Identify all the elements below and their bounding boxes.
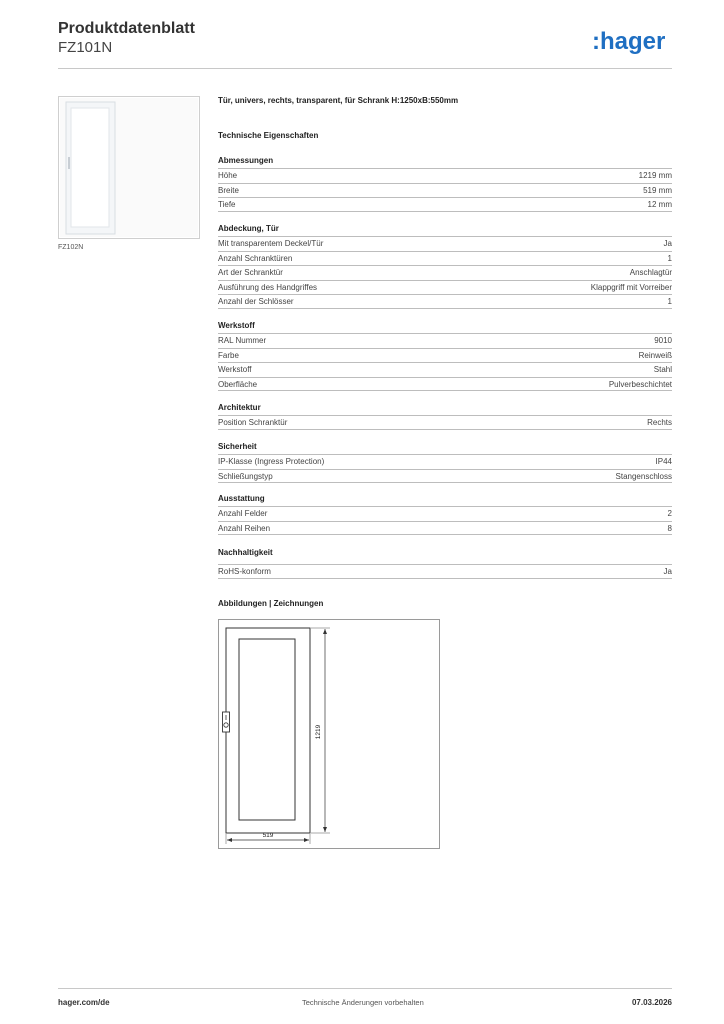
page-title: Produktdatenblatt xyxy=(58,20,195,37)
section-title-nachhaltigkeit: Nachhaltigkeit xyxy=(218,548,273,557)
section-title-abmessungen: Abmessungen xyxy=(218,156,274,165)
width-dimension xyxy=(226,832,310,844)
product-number: FZ101N xyxy=(58,39,113,56)
door-thumbnail xyxy=(59,97,199,238)
table-row: Anzahl Reihen 8 xyxy=(218,521,672,536)
table-row: Art der Schranktür Anschlagtür xyxy=(218,265,672,280)
table-row: Anzahl Felder 2 xyxy=(218,506,672,521)
height-dimension xyxy=(311,628,330,833)
table-row: Mit transparentem Deckel/Tür Ja xyxy=(218,236,672,251)
footer-website-link[interactable]: hager.com/de xyxy=(58,998,110,1007)
table-row: Anzahl der Schlösser 1 xyxy=(218,294,672,309)
table-row: Anzahl Schranktüren 1 xyxy=(218,251,672,266)
table-row: IP-Klasse (Ingress Protection) IP44 xyxy=(218,454,672,469)
table-row: Höhe 1219 mm xyxy=(218,168,672,183)
table-row: RAL Nummer 9010 xyxy=(218,333,672,348)
table-row: Breite 519 mm xyxy=(218,183,672,198)
table-row: Ausführung des Handgriffes Klappgriff mit Vorreiber xyxy=(218,280,672,295)
table-row: Farbe Reinweiß xyxy=(218,348,672,363)
tech-properties-title: Technische Eigenschaften xyxy=(218,131,319,140)
section-title-abdeckung: Abdeckung, Tür xyxy=(218,224,279,233)
table-row: Werkstoff Stahl xyxy=(218,362,672,377)
width-label: 519 xyxy=(262,832,274,839)
section-title-architektur: Architektur xyxy=(218,403,261,412)
technical-drawing xyxy=(218,619,440,849)
hager-logo-text: :hager xyxy=(592,28,666,55)
image-caption: FZ102N xyxy=(58,244,84,251)
product-description: Tür, univers, rechts, transparent, für Schrank H:1250xB:550mm xyxy=(218,96,459,105)
product-image xyxy=(58,96,200,239)
footer-divider xyxy=(58,988,672,989)
table-row: Schließungstyp Stangenschloss xyxy=(218,469,672,484)
height-label: 1219 xyxy=(315,724,322,740)
header-divider xyxy=(58,68,672,69)
door-drawing xyxy=(219,620,439,848)
door-window xyxy=(239,639,295,820)
section-title-werkstoff: Werkstoff xyxy=(218,321,255,330)
table-row: Tiefe 12 mm xyxy=(218,197,672,212)
footer-disclaimer: Technische Änderungen vorbehalten xyxy=(302,998,424,1007)
lock-icon xyxy=(223,712,230,732)
drawings-title: Abbildungen | Zeichnungen xyxy=(218,599,324,608)
table-row: Position Schranktür Rechts xyxy=(218,415,672,430)
hager-logo xyxy=(592,28,674,56)
table-row: Oberfläche Pulverbeschichtet xyxy=(218,377,672,392)
footer-date: 07.03.2026 xyxy=(631,998,672,1007)
table-row: RoHS-konform Ja xyxy=(218,564,672,579)
section-title-sicherheit: Sicherheit xyxy=(218,442,257,451)
section-title-ausstattung: Ausstattung xyxy=(218,494,265,503)
